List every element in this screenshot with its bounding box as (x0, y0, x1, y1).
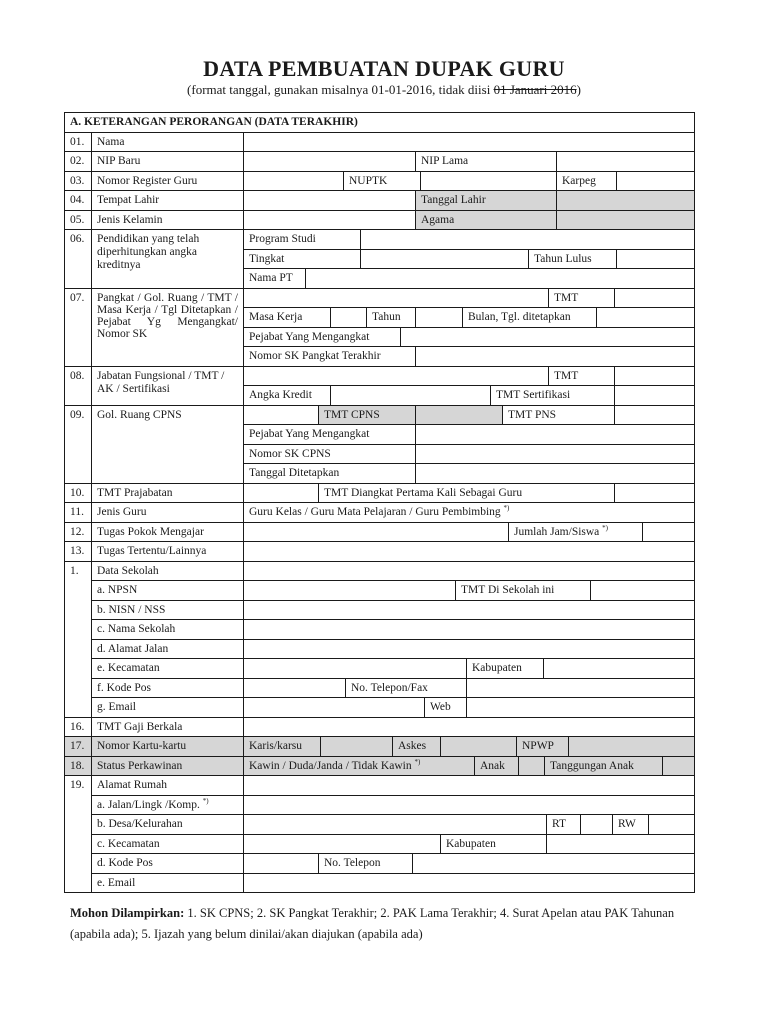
tanggungan-field[interactable] (662, 756, 695, 776)
register-guru-field[interactable] (243, 171, 344, 191)
label-r16-no (64, 717, 92, 737)
npsn-field[interactable] (243, 580, 456, 601)
label-text: 03. (70, 175, 85, 187)
label-r18-opt (243, 756, 475, 776)
label-text: Gol. Ruang CPNS (97, 409, 182, 421)
nomor-sk-cpns-field[interactable] (415, 444, 695, 464)
label-text: a. Jalan/Lingk /Komp. (97, 799, 200, 811)
label-r1-lbl (91, 132, 244, 152)
kecamatan-sekolah-field[interactable] (243, 658, 467, 679)
label-text: Jumlah Jam/Siswa (514, 526, 600, 538)
label-text: g. Email (97, 701, 136, 713)
label-text: NPWP (522, 740, 554, 752)
attachments-note (70, 903, 710, 945)
karpeg-field[interactable] (616, 171, 695, 191)
label-r1-no (64, 132, 92, 152)
label-text: Agama (421, 214, 455, 226)
label-r9-no (64, 405, 92, 484)
label-r6-pt (243, 268, 306, 289)
label-r12-jam (508, 522, 643, 542)
jabatan-field[interactable] (243, 366, 549, 386)
alamat-rumah-field[interactable] (243, 775, 695, 796)
label-text: TMT Gaji Berkala (97, 721, 183, 733)
label-r11-opt (243, 502, 695, 523)
label-r9-lbl (91, 405, 244, 484)
karis-field[interactable] (320, 736, 393, 757)
label-r12-no (64, 522, 92, 542)
label-text: Tanggungan Anak (550, 760, 634, 772)
label-text: Karpeg (562, 175, 596, 187)
attachments-text: 1. SK CPNS; 2. SK Pangkat Terakhir; 2. PAK Lama Terakhir; 4. Surat Apelan atau PAK Tahunan (apabila ada); 5. Ijazah yang belum dinilai/akan diajukan (apabila ada) (70, 906, 675, 941)
kabupaten-rumah-field[interactable] (546, 834, 695, 854)
label-r6-tingkat (243, 249, 361, 269)
label-text: Guru Kelas / Guru Mata Pelajaran / Guru Pembimbing (249, 506, 501, 518)
label-text: Tugas Tertentu/Lainnya (97, 545, 207, 557)
label-r12-lbl (91, 522, 244, 542)
label-text: NUPTK (349, 175, 388, 187)
label-r17-askes (392, 736, 441, 757)
label-text: b. Desa/Kelurahan (97, 818, 183, 830)
label-r6-lulus (528, 249, 617, 269)
label-r7-pejabat (243, 327, 401, 347)
telepon-rumah-field[interactable] (412, 853, 695, 874)
label-text: TMT (554, 292, 579, 304)
label-text: 04. (70, 194, 85, 206)
label-text: Data Sekolah (97, 565, 159, 577)
tanggal-lahir-field[interactable] (556, 190, 695, 211)
label-text: Pangkat / Gol. Ruang / TMT / Masa Kerja / Tgl Ditetapkan / Pejabat Yg Mengangkat/ Nomor SK (97, 292, 238, 340)
label-s1-kab (466, 658, 544, 679)
label-text: TMT (554, 370, 579, 382)
footnote-mark: *) (202, 797, 209, 806)
label-r18-lbl (91, 756, 244, 776)
label-s1-nisn (91, 600, 244, 620)
label-r3-karpeg (556, 171, 617, 191)
angka-kredit-field[interactable] (330, 385, 491, 406)
label-text: d. Alamat Jalan (97, 643, 169, 655)
label-r19-pos (91, 853, 244, 874)
label-text: Pendidikan yang telah diperhitungkan angka kreditnya (97, 233, 200, 271)
label-r7-tahun (366, 307, 416, 328)
label-text: Program Studi (249, 233, 316, 245)
attachments-label: Mohon Dilampirkan: (70, 906, 185, 920)
nama-field[interactable] (243, 132, 695, 152)
footnote-mark: *) (414, 758, 421, 767)
label-text: b. NISN / NSS (97, 604, 166, 616)
label-r18-tang (544, 756, 663, 776)
jalan-field[interactable] (243, 795, 695, 815)
tmt-pns-field[interactable] (614, 405, 695, 425)
label-r5-agama (415, 210, 557, 230)
label-r4-no (64, 190, 92, 211)
label-r19-email (91, 873, 244, 893)
desa-field[interactable] (243, 814, 547, 835)
label-r6-no (64, 229, 92, 289)
label-s1-pos (91, 678, 244, 698)
section-heading: A. KETERANGAN PERORANGAN (DATA TERAKHIR) (64, 112, 695, 133)
label-r10-lbl (91, 483, 244, 503)
label-text: 06. (70, 233, 85, 245)
label-r18-anak (474, 756, 519, 776)
label-r9-tmtpns (502, 405, 615, 425)
label-text: Tingkat (249, 253, 285, 265)
label-r6-lbl (91, 229, 244, 289)
pejabat-cpns-field[interactable] (415, 424, 695, 445)
label-text: 09. (70, 409, 85, 421)
label-text: TMT Sertifikasi (496, 389, 571, 401)
label-text: Anak (480, 760, 505, 772)
label-text: Tanggal Ditetapkan (249, 467, 340, 479)
label-r8-lbl (91, 366, 244, 406)
label-text: Kabupaten (446, 838, 496, 850)
label-text: Masa Kerja (249, 311, 303, 323)
label-s1-web (424, 697, 467, 718)
tmt-gaji-field[interactable] (243, 717, 695, 737)
label-text: 08. (70, 370, 85, 382)
label-r19-lbl (91, 775, 244, 796)
label-text: Jabatan Fungsional / TMT / AK / Sertifikasi (97, 370, 225, 395)
page-title: DATA PEMBUATAN DUPAK GURU (203, 56, 565, 81)
footnote-mark: *) (602, 524, 609, 533)
label-text: Pejabat Yang Mengangkat (249, 331, 370, 343)
label-r19-desa (91, 814, 244, 835)
label-text: RT (552, 818, 567, 830)
email-rumah-field[interactable] (243, 873, 695, 893)
label-r19-rt (546, 814, 581, 835)
label-s1-no (64, 561, 92, 718)
nuptk-field[interactable] (420, 171, 557, 191)
kabupaten-sekolah-field[interactable] (543, 658, 695, 679)
label-s1-email (91, 697, 244, 718)
tmt-pangkat-field[interactable] (614, 288, 695, 308)
label-text: d. Kode Pos (97, 857, 153, 869)
label-r5-lbl (91, 210, 244, 230)
label-text: Angka Kredit (249, 389, 312, 401)
label-text: a. NPSN (97, 584, 138, 596)
nomor-sk-pangkat-field[interactable] (415, 346, 695, 367)
label-r2-niplama (415, 151, 557, 172)
tingkat-field[interactable] (360, 249, 529, 269)
label-r17-lbl (91, 736, 244, 757)
label-text: Web (430, 701, 451, 713)
label-r8-no (64, 366, 92, 406)
label-text: TMT PNS (508, 409, 557, 421)
label-r19-no (64, 775, 92, 893)
rw-field[interactable] (648, 814, 695, 835)
web-sekolah-field[interactable] (466, 697, 695, 718)
npwp-field[interactable] (568, 736, 695, 757)
label-text: Alamat Rumah (97, 779, 167, 791)
label-r7-tmt (548, 288, 615, 308)
label-text: 1. (70, 565, 79, 577)
label-s1-nama (91, 619, 244, 640)
label-text: Nama PT (249, 272, 293, 284)
label-r8-tmt (548, 366, 615, 386)
tmt-guru-field[interactable] (614, 483, 695, 503)
pangkat-field[interactable] (243, 288, 549, 308)
label-text: Jenis Guru (97, 506, 147, 518)
label-s1-npsn (91, 580, 244, 601)
label-text: 07. (70, 292, 85, 304)
label-text: 13. (70, 545, 85, 557)
tugas-tertentu-field[interactable] (243, 541, 695, 562)
label-r13-no (64, 541, 92, 562)
label-text: NIP Lama (421, 155, 469, 167)
label-text: Nomor Register Guru (97, 175, 198, 187)
label-text: Status Perkawinan (97, 760, 183, 772)
label-text: Nama (97, 136, 125, 148)
label-r9-pejabat (243, 424, 416, 445)
label-r7-lbl (91, 288, 244, 367)
subtitle-prefix: (format tanggal, gunakan misalnya 01-01-2016, tidak diisi (187, 82, 494, 97)
nisn-field[interactable] (243, 600, 695, 620)
label-s1-alamat (91, 639, 244, 659)
label-r16-lbl (91, 717, 244, 737)
tmt-prajabatan-field[interactable] (243, 483, 319, 503)
label-text: No. Telepon (324, 857, 381, 869)
label-text: Kawin / Duda/Janda / Tidak Kawin (249, 760, 412, 772)
agama-field[interactable] (556, 210, 695, 230)
label-text: 02. (70, 155, 85, 167)
kode-pos-rumah-field[interactable] (243, 853, 319, 874)
tmt-jabatan-field[interactable] (614, 366, 695, 386)
alamat-jalan-field[interactable] (243, 639, 695, 659)
label-r17-karis (243, 736, 321, 757)
label-text: 11. (70, 506, 84, 518)
label-s1-lbl (91, 561, 244, 581)
tmt-sekolah-field[interactable] (590, 580, 695, 601)
label-r2-no (64, 151, 92, 172)
label-r10-tmt (318, 483, 615, 503)
label-s1-kec (91, 658, 244, 679)
tgl-ditetapkan-field[interactable] (596, 307, 695, 328)
label-text: Nomor Kartu-kartu (97, 740, 187, 752)
label-text: 16. (70, 721, 85, 733)
tmt-sertifikasi-field[interactable] (614, 385, 695, 406)
label-text: NIP Baru (97, 155, 141, 167)
label-text: Tugas Pokok Mengajar (97, 526, 204, 538)
label-text: Jenis Kelamin (97, 214, 163, 226)
label-text: Tahun (372, 311, 401, 323)
gol-cpns-field[interactable] (243, 405, 319, 425)
label-r10-no (64, 483, 92, 503)
label-text: c. Kecamatan (97, 838, 160, 850)
label-r19-telp (318, 853, 413, 874)
label-text: Nomor SK Pangkat Terakhir (249, 350, 381, 362)
tgl-ditetapkan-cpns-field[interactable] (415, 463, 695, 484)
label-r4-lbl (91, 190, 244, 211)
label-text: Tahun Lulus (534, 253, 592, 265)
label-text: 12. (70, 526, 85, 538)
label-s1-tmt (455, 580, 591, 601)
askes-field[interactable] (440, 736, 517, 757)
label-s1-telp (345, 678, 467, 698)
label-r9-tmtcpns (318, 405, 416, 425)
label-r6-prodi (243, 229, 361, 250)
tahun-field[interactable] (415, 307, 463, 328)
label-text: 10. (70, 487, 85, 499)
label-text: TMT CPNS (324, 409, 380, 421)
tmt-cpns-field[interactable] (415, 405, 503, 425)
label-text: Askes (398, 740, 427, 752)
subtitle-suffix: ) (576, 82, 581, 97)
label-r3-no (64, 171, 92, 191)
label-r11-no (64, 502, 92, 523)
label-text: 05. (70, 214, 85, 226)
jenis-kelamin-field[interactable] (243, 210, 416, 230)
masa-kerja-field[interactable] (330, 307, 367, 328)
label-r2-lbl (91, 151, 244, 172)
nip-lama-field[interactable] (556, 151, 695, 172)
label-r7-nosk (243, 346, 416, 367)
label-r17-npwp (516, 736, 569, 757)
label-text: 18. (70, 760, 85, 772)
label-text: 19. (70, 779, 85, 791)
label-text: Tanggal Lahir (421, 194, 486, 206)
jumlah-jam-field[interactable] (642, 522, 695, 542)
label-text: TMT Prajabatan (97, 487, 173, 499)
telepon-sekolah-field[interactable] (466, 678, 695, 698)
program-studi-field[interactable] (360, 229, 695, 250)
pejabat-field[interactable] (400, 327, 695, 347)
label-r3-lbl (91, 171, 244, 191)
label-text: No. Telepon/Fax (351, 682, 428, 694)
nip-baru-field[interactable] (243, 151, 416, 172)
data-sekolah-field[interactable] (243, 561, 695, 581)
label-text: f. Kode Pos (97, 682, 151, 694)
label-r7-bulan (462, 307, 597, 328)
footnote-mark: *) (503, 504, 510, 513)
tahun-lulus-field[interactable] (616, 249, 695, 269)
label-r13-lbl (91, 541, 244, 562)
anak-field[interactable] (518, 756, 545, 776)
label-r8-ak (243, 385, 331, 406)
label-text: Nomor SK CPNS (249, 448, 331, 460)
label-text: 17. (70, 740, 85, 752)
nama-sekolah-field[interactable] (243, 619, 695, 640)
kode-pos-sekolah-field[interactable] (243, 678, 346, 698)
label-text: c. Nama Sekolah (97, 623, 176, 635)
label-text: TMT Di Sekolah ini (461, 584, 555, 596)
label-r19-jalan (91, 795, 244, 815)
label-r18-no (64, 756, 92, 776)
label-r8-tmtsert (490, 385, 615, 406)
label-text: e. Email (97, 877, 136, 889)
email-sekolah-field[interactable] (243, 697, 425, 718)
label-r7-no (64, 288, 92, 367)
label-r5-no (64, 210, 92, 230)
label-r9-tgl (243, 463, 416, 484)
label-text: Kabupaten (472, 662, 522, 674)
tugas-pokok-field[interactable] (243, 522, 509, 542)
label-r7-mk (243, 307, 331, 328)
label-r9-nosk (243, 444, 416, 464)
label-text: TMT Diangkat Pertama Kali Sebagai Guru (324, 487, 523, 499)
label-r19-rw (612, 814, 649, 835)
subtitle-strike: 01 Januari 2016 (493, 82, 577, 97)
label-r4-tgl (415, 190, 557, 211)
label-r19-kab (440, 834, 547, 854)
label-r19-kec (91, 834, 244, 854)
label-r11-lbl (91, 502, 244, 523)
nama-pt-field[interactable] (305, 268, 695, 289)
kecamatan-rumah-field[interactable] (243, 834, 441, 854)
label-r3-nuptk (343, 171, 421, 191)
label-text: Pejabat Yang Mengangkat (249, 428, 370, 440)
label-text: Karis/karsu (249, 740, 303, 752)
label-text: e. Kecamatan (97, 662, 160, 674)
label-r17-no (64, 736, 92, 757)
label-text: Bulan, Tgl. ditetapkan (468, 311, 571, 323)
rt-field[interactable] (580, 814, 613, 835)
tempat-lahir-field[interactable] (243, 190, 416, 211)
label-text: 01. (70, 136, 85, 148)
label-text: Tempat Lahir (97, 194, 160, 206)
label-text: RW (618, 818, 636, 830)
